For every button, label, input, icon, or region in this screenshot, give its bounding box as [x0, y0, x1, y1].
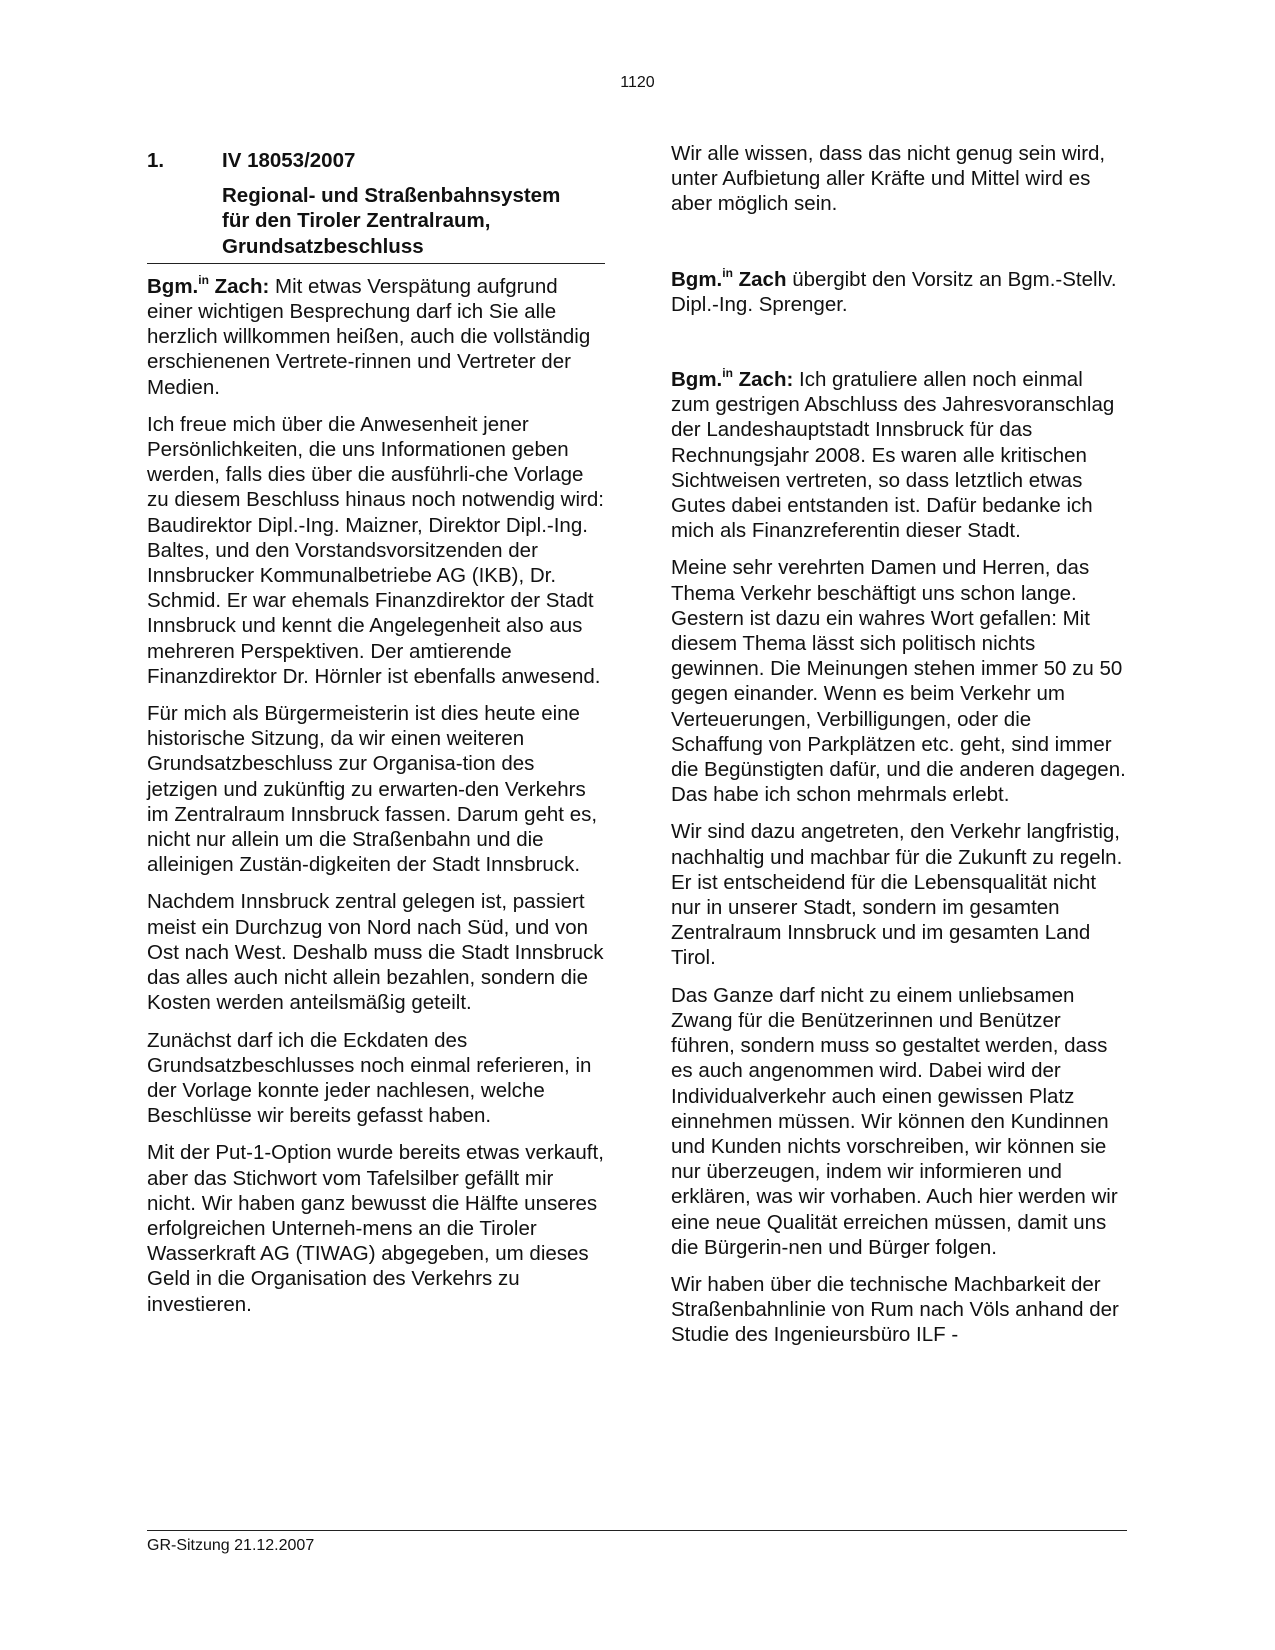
- paragraph-text: Wir sind dazu angetreten, den Verkehr langfristig, nachhaltig und machbar für die Zukunft zu regeln. Er ist entscheidend für die Lebensqualität nicht nur in unserer Stadt, sondern im gesamten Zentralraum Innsbruck und im gesamten Land Tirol.: [671, 820, 1123, 970]
- speaker-label: Bgm.$^{in}$ Zach:: [147, 272, 270, 298]
- right-column: [671, 141, 1126, 1360]
- agenda-id: IV 18053/2007: [222, 149, 356, 172]
- agenda-title: [222, 183, 605, 259]
- paragraph-text: Mit der Put-1-Option wurde bereits etwas verkauft, aber das Stichwort vom Tafelsilber gefällt mir nicht. Wir haben ganz bewusst die Hälfte unseres erfolgreichen Unterneh-mens an die Tiroler Wasserkraft AG (TIWAG) abgegeben, um dieses Geld in die Organisation des Verkehrs zu investieren.: [147, 1141, 604, 1316]
- handover-paragraph: [671, 267, 1126, 317]
- paragraph-text: Für mich als Bürgermeisterin ist dies heute eine historische Sitzung, da wir einen weiteren Grundsatzbeschluss zur Organisa-tion des jetzigen und zukünftig zu erwarten-den Verkehrs im Zentralraum Innsbruck fassen. Darum geht es, nicht nur allein um die Straßenbahn und die alleinigen Zustän-digkeiten der Stadt Innsbruck.: [147, 702, 598, 877]
- paragraph-text: Ich freue mich über die Anwesenheit jener Persönlichkeiten, die uns Informationen geben werden, falls dies über die ausführli-che Vorlage zu diesem Beschluss hinaus noch notwendig wird: Baudirektor Dipl.-Ing. Maizner, Direktor Dipl.-Ing. Baltes, und den Vorstandsvorsitzenden der Innsbrucker Kommunalbetriebe AG (IKB), Dr. Schmid. Er war ehemals Finanzdirektor der Stadt Innsbruck und kennt die Angelegenheit also aus mehreren Perspektiven. Der amtierende Finanzdirektor Dr. Hörnler ist ebenfalls anwesend.: [147, 412, 604, 688]
- page-number: 1120: [620, 74, 655, 91]
- footer-text: GR-Sitzung 21.12.2007: [147, 1537, 315, 1554]
- paragraph-text: Mit etwas Verspätung aufgrund einer wichtigen Besprechung darf ich Sie alle herzlich willkommen heißen, auch die vollständig erschienenen Vertrete-rinnen und Vertreter der Medien.: [147, 274, 591, 399]
- agenda-number: 1.: [147, 149, 165, 172]
- paragraph-text: Nachdem Innsbruck zentral gelegen ist, passiert meist ein Durchzug von Nord nach Süd, und von Ost nach West. Deshalb muss die Stadt Innsbruck das alles auch nicht allein bezahlen, sondern die Kosten werden anteilsmäßig geteilt.: [147, 890, 604, 1015]
- paragraph-text: Wir alle wissen, dass das nicht genug sein wird, unter Aufbietung aller Kräfte und Mittel wird es aber möglich sein.: [671, 142, 1106, 216]
- left-column: [147, 148, 605, 1329]
- agenda-heading: [147, 148, 605, 173]
- handover-text: übergibt den Vorsitz an Bgm.-Stellv. Dipl.-Ing. Sprenger.: [671, 267, 1117, 316]
- speaker-label: Bgm.$^{in}$ Zach: [671, 265, 787, 291]
- agenda-title-line: für den Tiroler Zentralraum,: [222, 209, 491, 233]
- agenda-title-line: Grundsatzbeschluss: [222, 234, 424, 258]
- speaker-label: Bgm.$^{in}$ Zach:: [671, 366, 794, 392]
- speech-paragraph: [671, 367, 1126, 543]
- paragraph-text: Ich gratuliere allen noch einmal zum gestrigen Abschluss des Jahresvoranschlag der Landeshauptstadt Innsbruck für das Rechnungsjahr 2008. Es waren alle kritischen Sichtweisen vertreten, so dass letztlich etwas Gutes dabei entstanden ist. Dafür bedanke ich mich als Finanzreferentin dieser Stadt.: [671, 368, 1115, 543]
- paragraph-text: Das Ganze darf nicht zu einem unliebsamen Zwang für die Benützerinnen und Benützer führen, sondern muss so gestaltet werden, dass es auch angenommen wird. Dabei wird der Individualverkehr auch einen gewissen Platz einnehmen müssen. Wir können den Kundinnen und Kunden nichts vorschreiben, wir können sie nur überzeugen, indem wir informieren und erklären, was wir vorhaben. Auch hier werden wir eine neue Qualität erreichen müssen, damit uns die Bürgerin-nen und Bürger folgen.: [671, 983, 1118, 1259]
- heading-rule: [147, 263, 605, 264]
- paragraph-text: Wir haben über die technische Machbarkeit der Straßenbahnlinie von Rum nach Völs anhand der Studie des Ingenieursbüro ILF -: [671, 1272, 1119, 1347]
- paragraph-text: Zunächst darf ich die Eckdaten des Grundsatzbeschlusses noch einmal referieren, in der Vorlage konnte jeder nachlesen, welche Beschlüsse wir bereits gefasst haben.: [147, 1028, 592, 1128]
- speech-paragraph: [147, 274, 605, 400]
- agenda-title-line: Regional- und Straßenbahnsystem: [222, 184, 561, 208]
- footer-rule: [147, 1530, 1127, 1531]
- paragraph-text: Meine sehr verehrten Damen und Herren, das Thema Verkehr beschäftigt uns schon lange. Gestern ist dazu ein wahres Wort gefallen: Mit diesem Thema lässt sich politisch nichts gewinnen. Die Meinungen stehen immer 50 zu 50 gegen einander. Wenn es beim Verkehr um Verteuerungen, Verbilligungen, oder die Schaffung von Parkplätzen etc. geht, sind immer die Begünstigten dafür, und die anderen dagegen. Das habe ich schon mehrmals erlebt.: [671, 556, 1126, 807]
